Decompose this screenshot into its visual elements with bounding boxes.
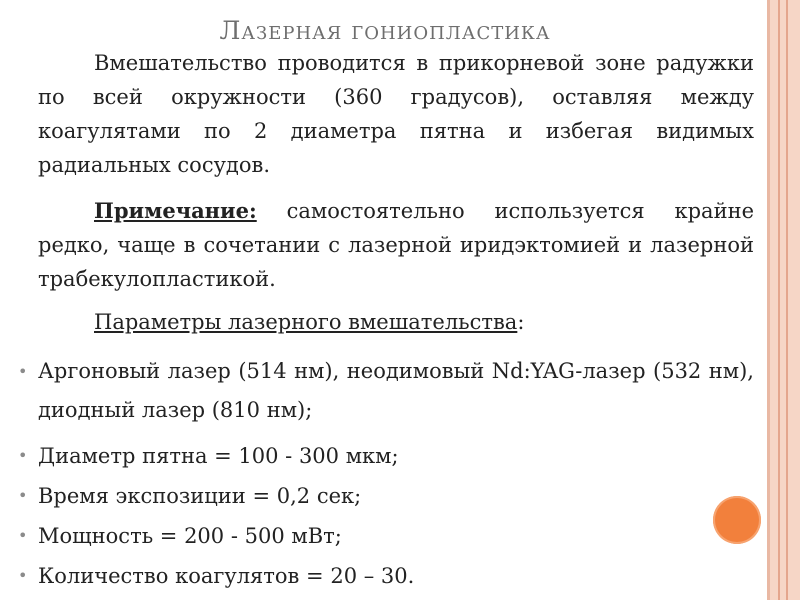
parameters-list: [0, 352, 770, 596]
params-heading-line: [38, 305, 754, 339]
bullet-icon: •: [18, 566, 28, 585]
decorative-border-strip: [767, 0, 800, 600]
list-item: [0, 516, 754, 556]
bullet-icon: •: [18, 446, 28, 465]
bullet-icon: •: [18, 526, 28, 545]
border-line: [786, 0, 788, 600]
bullet-icon: •: [18, 362, 28, 381]
list-item: [0, 352, 754, 430]
paragraph-procedure: Вмешательство проводится в прикорневой зоне радужки по всей окружности (360 градусов), оставляя между коагулятами по 2 диаметра пятна и избегая видимых радиальных сосудов.: [38, 51, 754, 177]
params-heading: Параметры лазерного вмешательства: [94, 310, 518, 334]
list-item-text: Аргоновый лазер (514 нм), неодимовый Nd:YAG-лазер (532 нм), диодный лазер (810 нм);: [38, 359, 754, 422]
list-item-text: Диаметр пятна = 100 - 300 мкм;: [38, 444, 399, 468]
note-label: Примечание:: [94, 198, 257, 223]
list-item-text: Время экспозиции = 0,2 сек;: [38, 484, 362, 508]
list-item-text: Количество коагулятов = 20 – 30.: [38, 564, 415, 588]
paragraph-note: [38, 194, 754, 296]
note-text: самостоятельно используется крайне редко, чаще в сочетании с лазерной иридэктомией и лазерной трабекулопластикой.: [38, 199, 754, 291]
list-item-text: Мощность = 200 - 500 мВт;: [38, 524, 342, 548]
border-line: [778, 0, 780, 600]
list-item: [0, 476, 754, 516]
list-item: [0, 436, 754, 476]
params-colon: :: [517, 310, 525, 334]
list-item: [0, 556, 754, 596]
bullet-icon: •: [18, 486, 28, 505]
slide-title: Лазерная гониопластика: [219, 16, 551, 45]
